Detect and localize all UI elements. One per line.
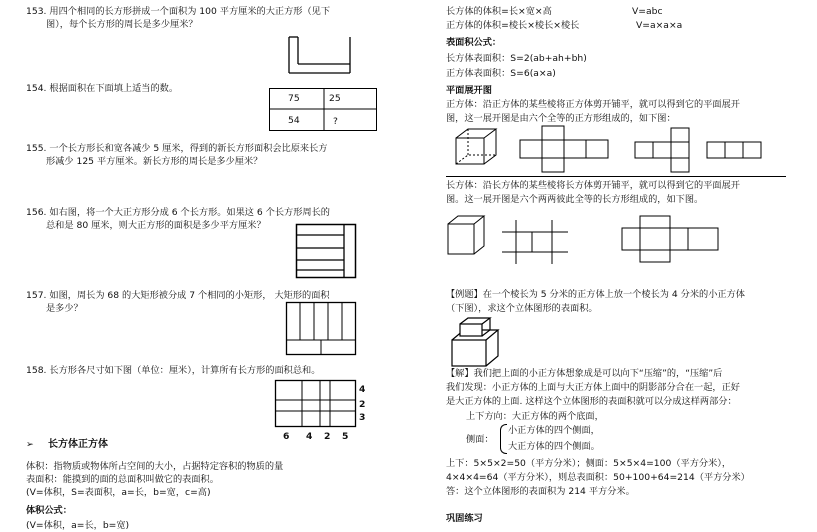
- divider: [446, 176, 786, 177]
- problem-157-line2: 是多少？: [46, 303, 83, 314]
- small-cube-sides: 小正方体的四个侧面，: [508, 425, 600, 436]
- problem-155-line1: 155. 一个长方形长和宽各减少 5 厘米，得到的新长方形面积会比原来长方: [26, 143, 328, 154]
- dim-bottom-5: 5: [342, 431, 349, 442]
- cuboid-volume-symbol: V=abc: [632, 6, 663, 17]
- big-cube-sides: 大正方体的四个侧面。: [508, 441, 600, 452]
- section-marker: ➢: [26, 439, 34, 450]
- dim-right-4: 4: [359, 384, 366, 395]
- figure-158-grid: [275, 380, 359, 430]
- dim-bottom-6: 6: [283, 431, 290, 442]
- cube-volume-symbol: V=a×a×a: [636, 20, 683, 31]
- answer-line: 答：这个立体图形的表面积为 214 平方分米。: [446, 486, 635, 497]
- cuboid-net-figure-2: [602, 214, 752, 264]
- figure-154-grid: [269, 88, 379, 133]
- problem-154: 154. 根据面积在下面填上适当的数。: [26, 83, 179, 94]
- cube-3d-figure: [454, 128, 504, 168]
- top-bottom-faces: 上下方向：大正方体的两个底面，: [466, 411, 604, 422]
- right-column: [446, 0, 796, 530]
- problem-155-line2: 形减少 125 平方厘米。新长方形的周长是多少厘米？: [46, 156, 263, 167]
- cell-75: 75: [288, 93, 300, 104]
- stacked-cubes-figure: [448, 318, 508, 368]
- calc-line1: 上下：5×5×2=50（平方分米）；侧面：5×5×4=100（平方分米），: [446, 458, 732, 469]
- practice-heading: 巩固练习: [446, 513, 483, 524]
- cell-54: 54: [288, 115, 300, 126]
- dim-right-2: 2: [359, 399, 366, 410]
- problem-158: 158. 长方形各尺寸如下图（单位：厘米），计算所有长方形的面积总和。: [26, 365, 321, 376]
- dim-bottom-2: 2: [324, 431, 331, 442]
- surface-formula-heading: 表面积公式：: [446, 37, 502, 48]
- cube-volume-formula: 正方体的体积=棱长×棱长×棱长: [446, 20, 580, 31]
- dim-bottom-4: 4: [306, 431, 313, 442]
- figure-156-square: [296, 224, 358, 280]
- figure-153-square: [288, 37, 352, 79]
- problem-153-line1: 153. 用四个相同的长方形拼成一个面积为 100 平方厘米的大正方形（见下: [26, 6, 331, 17]
- cube-net-figure-3: [706, 134, 766, 168]
- volume-formula-heading: 体积公式：: [26, 505, 72, 516]
- example-line2: （下图），求这个立体图形的表面积。: [446, 303, 598, 314]
- volume-legend-cut: (V=体积，a=长，b=宽): [26, 520, 130, 531]
- problem-157-line1: 157. 如图，周长为 68 的大矩形被分成 7 个相同的小矩形， 大矩形的面积: [26, 290, 330, 301]
- cuboid-3d-figure: [446, 214, 490, 258]
- solution-line3: 是大正方体的上面. 这样这个立体图形的表面积就可以分成这样两部分：: [446, 396, 737, 407]
- cube-net-text-line2: 图，这一展开图是由六个全等的正方形组成的，如下图：: [446, 113, 676, 124]
- cell-unknown: ?: [333, 116, 338, 127]
- cuboid-net-figure: [502, 220, 572, 264]
- figure-157-rectangle: [286, 302, 358, 358]
- problem-156-line1: 156. 如右图，将一个大正方形分成 6 个长方形。如果这 6 个长方形周长的: [26, 207, 330, 218]
- solution-line2: 我们发现：小正方体的上面与大正方体上面中的阴影部分合在一起，正好: [446, 382, 740, 393]
- problem-153-line2: 图），每个长方形的周长是多少厘米？: [46, 19, 198, 30]
- side-faces-label: 侧面：: [466, 434, 494, 445]
- cube-net-figure-2: [634, 128, 704, 172]
- volume-definition: 体积：指物质或物体所占空间的大小，占据特定容积的物质的量: [26, 461, 284, 472]
- dim-right-3: 3: [359, 412, 366, 423]
- example-line1: 【例题】在一个棱长为 5 分米的正方体上放一个棱长为 4 分米的小正方体: [446, 289, 745, 300]
- cuboid-surface-formula: 长方体表面积：S=2(ab+ah+bh): [446, 53, 587, 64]
- cuboid-volume-formula: 长方体的体积=长×宽×高: [446, 6, 552, 17]
- net-heading: 平面展开图: [446, 85, 492, 96]
- solution-line1: 【解】我们把上面的小正方体想象成是可以向下“压缩”的，“压缩”后: [446, 368, 723, 379]
- problem-156-line2: 总和是 80 厘米，则大正方形的面积是多少平方厘米？: [46, 220, 266, 231]
- section-title: 长方体正方体: [48, 439, 108, 450]
- cuboid-net-text-line2: 图。这一展开图是六个两两彼此全等的长方形组成的，如下图。: [446, 194, 704, 205]
- left-column: [26, 0, 422, 530]
- side-faces-brace: [500, 424, 507, 454]
- cube-net-text-line1: 正方体：沿正方体的某些棱将正方体剪开铺平，就可以得到它的平面展开: [446, 99, 740, 110]
- cube-surface-formula: 正方体表面积：S=6(a×a): [446, 68, 556, 79]
- calc-line2: 4×4×4=64（平方分米），则总表面积：50+100+64=214（平方分米）: [446, 472, 750, 483]
- cell-25: 25: [329, 93, 341, 104]
- cuboid-net-text-line1: 长方体：沿长方体的某些棱将长方体剪开铺平，就可以得到它的平面展开: [446, 180, 740, 191]
- variable-legend: (V=体积，S=表面积，a=长，b=宽，c=高): [26, 487, 211, 498]
- surface-definition: 表面积：能摸到的面的总面积叫做它的表面积。: [26, 474, 219, 485]
